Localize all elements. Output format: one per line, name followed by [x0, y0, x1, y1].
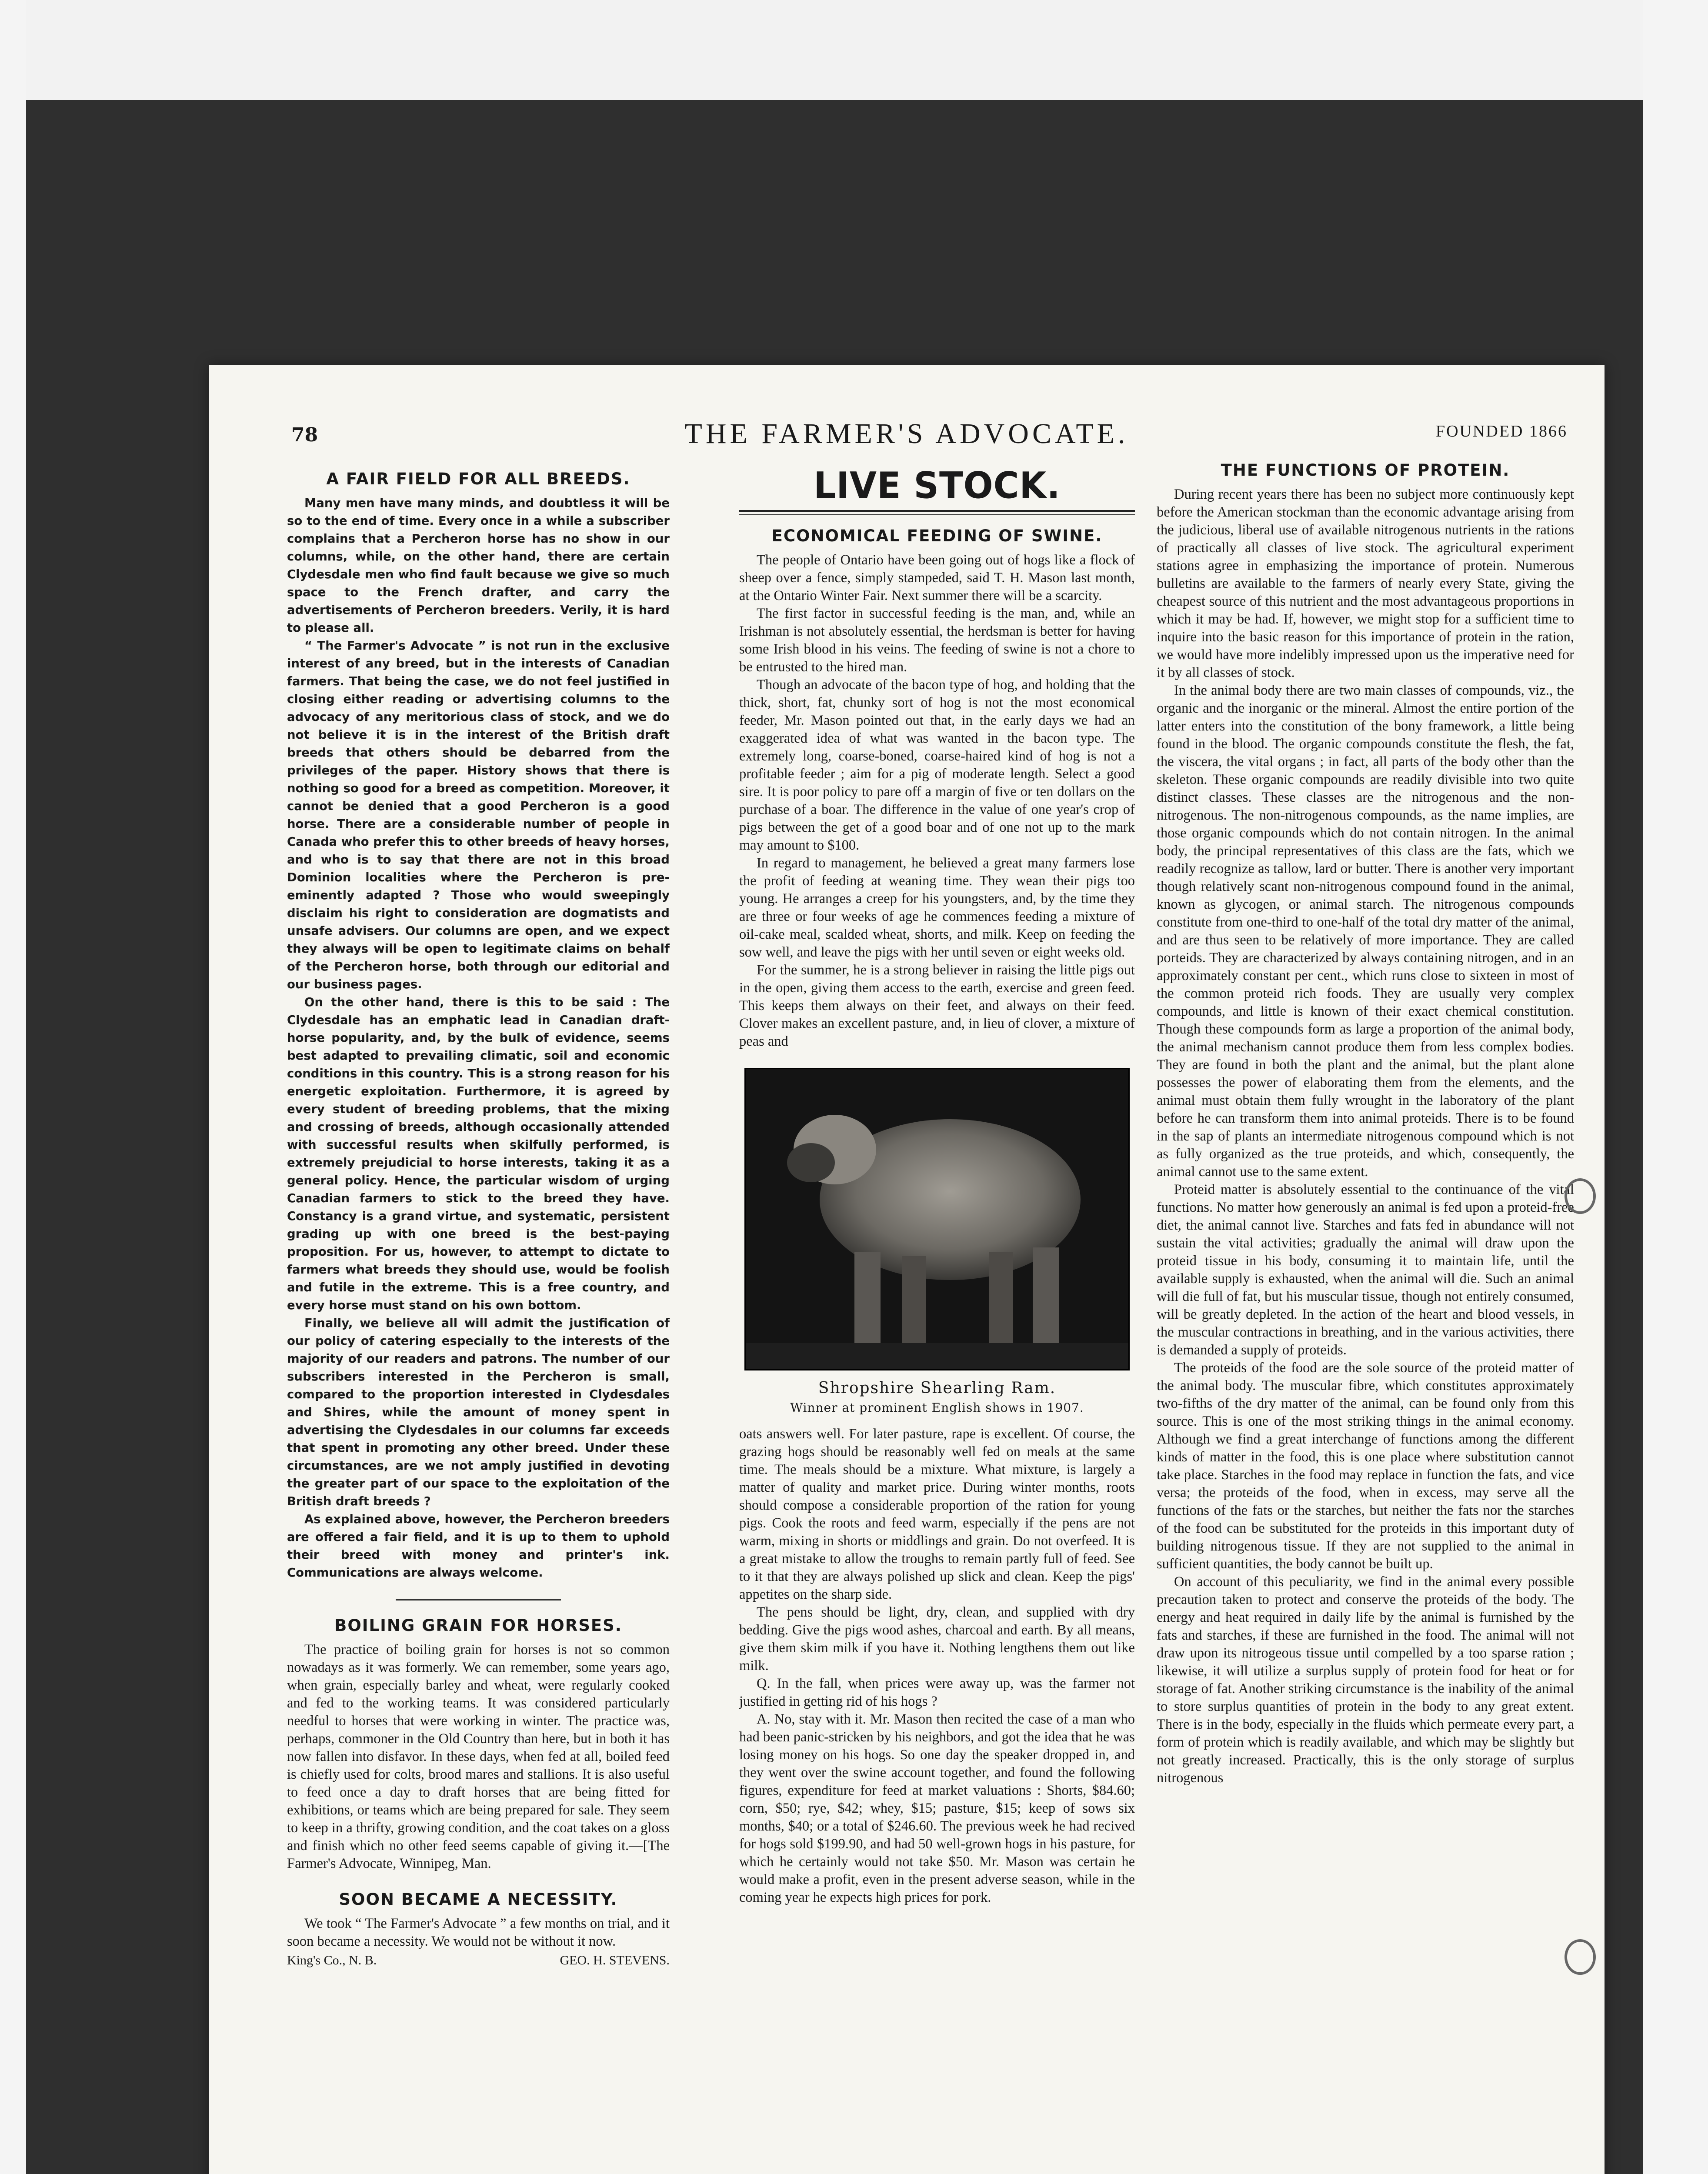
paragraph: “ The Farmer's Advocate ” is not run in the exclusive interest of any breed, but in the interests of Canadian farmers. That being the case, we do not feel justified in closing either reading or advertising columns to the advocacy of any meritorious class of stock, and we do not believe it is in the interest of the British draft breeds that others should be debarred from the privileges of the paper. History shows that there is nothing so good for a breed as competition. Moreover, it cannot be denied that a good Percheron is a good horse. There are a considerable number of people in Canada who prefer this to other breeds of heavy horses, and who is to say that there are not in this broad Dominion localities where the Percheron is pre-eminently adapted ? Those who would sweepingly disclaim his right to consideration are dogmatists and unsafe advisers. Our columns are open, and we expect they always will be open to legitimate claims on behalf of the Percheron horse, both through our editorial and our business pages. — [287, 639, 670, 991]
paragraph: The people of Ontario have been going out of hogs like a flock of sheep over a fence, simply stampeded, said T. H. Mason last month, at the Ontario Winter Fair. Next summer there will be a scarcity. — [739, 552, 1135, 604]
paragraph: Many men have many minds, and doubtless it will be so to the end of time. Every once in a while a subscriber complains that a Percheron horse has no show in our columns, while, on the other hand, there are certain Clydesdale men who find fault because we give so much space to the French drafter, and carry the advertisements of Percheron breeders. Verily, it is hard to please all. — [287, 496, 670, 635]
paragraph: We took “ The Farmer's Advocate ” a few months on trial, and it soon became a necessity. We would not be without it now. — [287, 1916, 670, 1949]
paragraph: In regard to management, he believed a great many farmers lose the profit of feeding at weaning time. They wean their pigs too young. He arranges a creep for his youngsters, and, by the time they are three or four weeks of age he commences feeding a mixture of oil-cake meal, scalded wheat, shorts, and milk. Keep on feeding the sow well, and leave the pigs with her until seven or eight weeks old. — [739, 855, 1135, 960]
paragraph: The pens should be light, dry, clean, and supplied with dry bedding. Give the pigs wood ashes, charcoal and earth. By all means, give them skim milk if you have it. Nothing lengthens them out like milk. — [739, 1604, 1135, 1674]
article-title: THE FUNCTIONS OF PROTEIN. — [1221, 461, 1510, 480]
paragraph: For the summer, he is a strong believer in raising the little pigs out in the open, giving them access to the earth, exercise and green feed. This keeps them always on their feet, and always on their feed. Clover makes an excellent pasture, and, in lieu of clover, a mixture of peas and — [739, 962, 1135, 1049]
page-number: 78 — [291, 424, 318, 446]
department-heading: LIVE STOCK. — [814, 464, 1061, 507]
ram-illustration — [746, 1069, 1128, 1369]
figure-credit: Winner at prominent English shows in 1907. — [790, 1400, 1084, 1415]
figure — [739, 1068, 1135, 1415]
paragraph: The practice of boiling grain for horses is not so common nowadays as it was formerly. We can remember, some years ago, when grain, especially barley and wheat, were regularly cooked and fed to the working teams. It was considered particularly needful to horses that were working in winter. The practice was, perhaps, commoner in the Old Country than here, but in both it has now fallen into disfavor. In these days, when fed at all, boiled feed is chiefly used for colts, brood mares and stallions. It is also useful to feed once a day to draft horses that are being fitted for exhibitions, or teams which are being prepared for sale. They seem to keep in a thrifty, growing condition, and the coat takes on a gloss and finish which no other feed seems capable of giving it.—[The Farmer's Advocate, Winnipeg, Man. — [287, 1642, 670, 1871]
masthead: THE FARMER'S ADVOCATE. — [684, 418, 1129, 450]
article-title: SOON BECAME A NECESSITY. — [339, 1890, 618, 1909]
paragraph: Finally, we believe all will admit the justification of our policy of catering especially to the interests of the majority of our readers and patrons. The number of our subscribers interested in the Percheron is small, compared to the proportion interested in Clydesdales and Shires, while the amount of money spent in advertising the Clydesdales in our columns far exceeds that spent in promoting any other breed. Under these circumstances, are we not amply justified in devoting the greater part of our space to the exploitation of the British draft breeds ? — [287, 1316, 670, 1508]
column-middle — [739, 465, 1135, 1907]
signature-place: King's Co., N. B. — [287, 1953, 377, 1967]
paragraph: oats answers well. For later pasture, rape is excellent. Of course, the grazing hogs should be reasonably well fed on meals at the same time. The meals should be a mixture. What mixture, is largely a matter of quality and market price. During winter months, roots should compose a considerable proportion of the ration for young pigs. Cook the roots and feed warm, especially if the pens are not warm, mixing in shorts or middlings and grain. Do not overfeed. It is a great mistake to allow the troughs to remain partly full of feed. See to it that they are always polished up slick and clean. Keep the pigs' appetites on the sharp side. — [739, 1426, 1135, 1602]
article-title: BOILING GRAIN FOR HORSES. — [334, 1616, 622, 1635]
paragraph: Though an advocate of the bacon type of hog, and holding that the thick, short, fat, chunky sort of hog is not the most economical feeder, Mr. Mason pointed out that, in the early days we had an exaggerated idea of what was wanted in the bacon type. The extremely long, coarse-boned, coarse-haired kind of hog is not a profitable feeder ; aim for a pig of moderate length. Select a good sire. It is poor policy to pare off a margin of five or ten dollars on the purchase of a boar. The difference in the value of one year's crop of pigs between the get of a good boar and of one not up to the mark may amount to $100. — [739, 677, 1135, 853]
paragraph: As explained above, however, the Percheron breeders are offered a fair field, and it is up to them to uphold their breed with money and printer's ink. Communications are always welcome. — [287, 1512, 670, 1580]
scan-border — [1643, 0, 1708, 2174]
paragraph: In the animal body there are two main classes of compounds, viz., the organic and the inorganic or the mineral. Almost the entire portion of the latter enters into the constitution of the bony framework, a little being found in the blood. The organic compounds constitute the flesh, the fat, the viscera, the vital organs ; in fact, all parts of the body other than the skeleton. These organic compounds are readily divisible into two quite distinct classes. These classes are the nitrogenous and the non-nitrogenous. The non-nitrogenous compounds, as the name implies, are those organic compounds which do not contain nitrogen. In the animal body, the principal representatives of this class are the fats, which we readily recognize as tallow, lard or butter. There is another very important though relatively scant non-nitrogenous compound found in the animal, known as glycogen, or animal starch. The nitrogenous compounds constitute from one-third to one-half of the total dry matter of the animal, and are thus seen to be relatively of more importance. They are called porteids. They are characterized by always containing nitrogen, and in an approximately constant per cent., which runs close to sixteen in most of the common proteid rich foods. They are usually very complex compounds, and little is known of their exact chemical constitution. Though these compounds form as large a proportion of the animal body, the animal mechanism cannot produce them from less complex bodies. They are found in both the plant and the animal, but the plant alone possesses the power of elaborating them from the elements, and the animal must obtain them fully wrought in the laboratory of the plant before he can transform them into animal proteids. There is to be found in the sap of plants an intermediate nitrogenous compound which is not as fully organized as the true proteids, and which, consequently, the animal cannot use to the same extent. — [1157, 683, 1574, 1180]
founded-line: FOUNDED 1866 — [1435, 422, 1568, 440]
column-left — [287, 470, 670, 1968]
newspaper-page — [209, 365, 1605, 2174]
scan-border — [0, 0, 26, 2174]
article-title: A FAIR FIELD FOR ALL BREEDS. — [326, 470, 630, 488]
figure-caption: Shropshire Shearling Ram. — [818, 1379, 1056, 1397]
paragraph: On account of this peculiarity, we find in the animal every possible precaution taken to protect and conserve the proteids of the body. The energy and heat required in daily life by the animal is furnished by the fats and starches, if these are furnished in the food. The animal will not draw upon its nitrogeous tissue until compelled by a too sparse ration ; likewise, it will utilize a surplus supply of protein food for heat or for storage of fat. Another striking circumstance is the inability of the animal to store surplus quantities of protein in the body to any great extent. There is in the body, especially in the fluids which permeate every part, a form of protein which is readily available, and which may be slightly but not greatly increased. Practically, this is the only storage of surplus nitrogenous — [1157, 1574, 1574, 1786]
article-body — [287, 494, 670, 1582]
divider — [396, 1599, 561, 1600]
ram-photo — [744, 1068, 1130, 1370]
signature-name: GEO. H. STEVENS. — [560, 1953, 670, 1967]
paragraph: The proteids of the food are the sole source of the proteid matter of the animal body. The muscular fibre, which constitutes approximately two-fifths of the dry matter of the animal, can be found only from this source. This is one of the most striking things in the animal economy. Although we find a great interchange of functions among the different kinds of matter in the food, this is one place where substitution cannot take place. Starches in the food may replace in function the fats, and vice versa; the proteids of the food, when in excess, may serve all the functions of the fats or the starches, but neither the fats nor the starches of the food can be substituted for the proteids in this important duty of building nitrogenous tissue. If they are not supplied to the animal in sufficient quantities, the body cannot be built up. — [1157, 1360, 1574, 1572]
paragraph: Q. In the fall, when prices were away up, was the farmer not justified in getting rid of his hogs ? — [739, 1676, 1135, 1709]
paragraph: The first factor in successful feeding is the man, and, while an Irishman is not absolutely essential, the herdsman is better for having some Irish blood in his veins. The feeding of swine is not a chore to be entrusted to the hired man. — [739, 606, 1135, 675]
binding-hole — [1565, 1939, 1596, 1975]
paragraph: On the other hand, there is this to be said : The Clydesdale has an emphatic lead in Canadian draft-horse popularity, and, by the bulk of evidence, seems best adapted to prevailing climatic, soil and economic conditions in this country. This is a strong reason for his energetic exploitation. Furthermore, it is agreed by every student of breeding problems, that the mixing and crossing of breeds, although occasionally attended with successful results when skilfully performed, is extremely prejudicial to horse interests, taking it as a general policy. Hence, the particular wisdom of urging Canadian farmers to stick to the breed they have. Constancy is a grand virtue, and systematic, persistent grading up with one breed is the best-paying proposition. For us, however, to attempt to dictate to farmers what breeds they should use, would be foolish and futile in the extreme. This is a free country, and every horse must stand on his own bottom. — [287, 995, 670, 1312]
divider — [739, 510, 1135, 515]
paragraph: Proteid matter is absolutely essential to the continuance of the vital functions. No matter how generously an animal is fed upon a proteid-free diet, the animal cannot live. Starches and fats fed in abundance will not sustain the vital activities; gradually the animal will draw upon the proteid tissue in his body, consuming it to maintain life, until the available supply is exhausted, when the animal will die. Such an animal will die full of fat, but his muscular tissue, though not entirely consumed, will be greatly depleted. In the action of the heart and blood vessels, in the muscular contractions in breathing, and in the various activities, there is demanded a supply of proteids. — [1157, 1182, 1574, 1358]
binding-hole — [1565, 1178, 1596, 1214]
column-right — [1157, 461, 1574, 1787]
article-title: ECONOMICAL FEEDING OF SWINE. — [771, 527, 1103, 545]
paragraph: During recent years there has been no subject more continuously kept before the American stockman than the economic advantage arising from the judicious, liberal use of available nitrogenous nutrients in the rations of practically all classes of live stock. The agricultural experiment stations agree in emphasizing the importance of protein. Numerous bulletins are available to the farmers of nearly every State, giving the cheapest source of this nutrient and the most advantageous proportions in which it may be had. If, however, we might stop for a sufficient time to inquire into the basic reason for this importance of protein in the ration, we would have more indelibly impressed upon us the imperative need for it by all classes of stock. — [1157, 487, 1574, 680]
signature-line — [287, 1953, 670, 1968]
scan-border — [0, 0, 1708, 100]
paragraph: A. No, stay with it. Mr. Mason then recited the case of a man who had been panic-stricken by his neighbors, and got the idea that he was losing money on his hogs. So one day the speaker dropped in, and they went over the swine account together, and found the following figures, expenditure for feed at market valuations : Shorts, $84.60; corn, $50; rye, $42; whey, $15; pasture, $15; keep of sows six months, $40; or a total of $246.60. The previous week he had recived for hogs sold $199.90, and had 50 well-grown hogs in his pasture, for which he certainly would not take $50. Mr. Mason was certain he would make a profit, even in the present adverse season, while in the coming year he expects high prices for pork. — [739, 1711, 1135, 1905]
